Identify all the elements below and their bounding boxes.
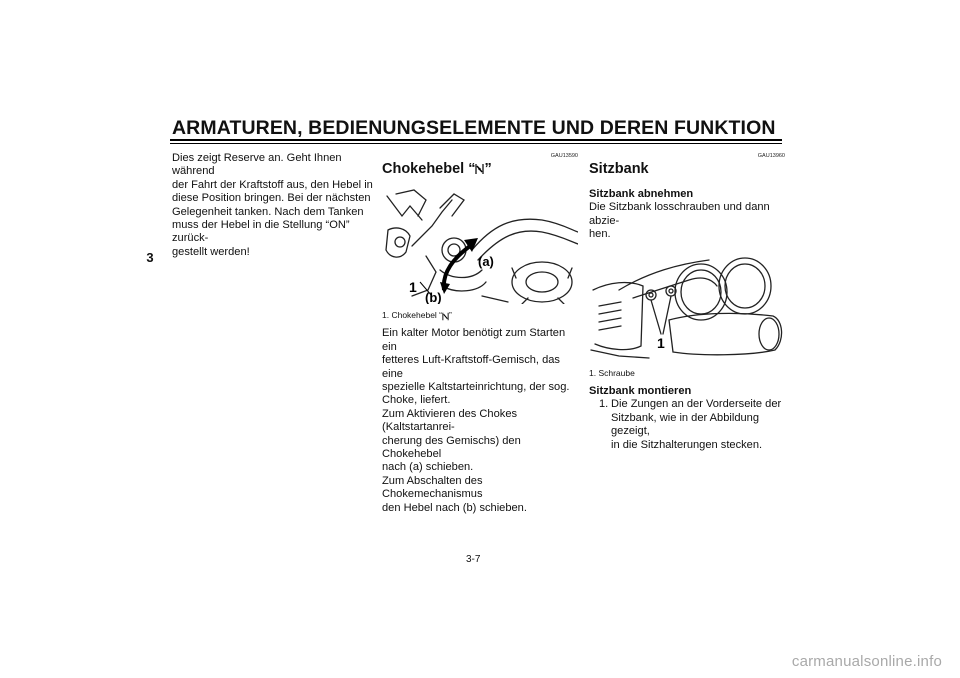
step-text: Die Zungen an der Vorderseite der Sitzbank, wie in der Abbildung gezeigt, in die Sitzhalterungen stecken. — [611, 398, 782, 451]
choke-caption-suffix: ” — [449, 310, 452, 321]
choke-section-code: GAU13590 — [550, 153, 578, 159]
reserve-paragraph: Dies zeigt Reserve an. Geht Ihnen während der Fahrt der Kraftstoff aus, den Hebel in diese Position bringen. Bei der nächsten Gelegenheit tanken. Nach dem Tanken muss der Hebel in die Stellung “ON” zurück- gestellt werden! — [172, 152, 373, 258]
choke-caption — [382, 310, 578, 321]
step-number: 1. — [599, 398, 609, 411]
choke-caption-prefix: 1. Chokehebel “ — [382, 310, 443, 321]
seat-section-code: GAU13960 — [757, 153, 785, 159]
page-title: ARMATUREN, BEDIENUNGSELEMENTE UND DEREN FUNKTION — [172, 117, 776, 139]
page-number: 3-7 — [466, 554, 481, 565]
watermark: carmanualsonline.info — [791, 653, 942, 670]
seat-remove-text: Die Sitzbank losschrauben und dann abzie- hen. — [589, 201, 770, 241]
choke-lever-illustration — [382, 186, 578, 304]
choke-heading — [382, 161, 578, 178]
choke-body-text: Ein kalter Motor benötigt zum Starten ein fetteres Luft-Kraftstoff-Gemisch, das eine spezielle Kaltstarteinrichtung, der sog. Choke, liefert. Zum Aktivieren des Chokes (Kaltstartanrei- cherung des Gemischs) den Chokehebel nach (a) schieben. Zum Abschalten des Chokemechanismus den Hebel nach (b) schieben. — [382, 327, 570, 514]
choke-symbol-small-icon — [442, 312, 449, 321]
seat-figure-label-1: 1 — [657, 334, 665, 351]
figure-label-b: (b) — [425, 290, 442, 304]
title-rule-thick — [170, 139, 782, 141]
seat-column — [589, 152, 785, 452]
seat-remove-heading: Sitzbank abnehmen — [589, 188, 694, 200]
chapter-tab: 3 — [146, 249, 154, 265]
figure-label-1: 1 — [409, 279, 417, 295]
choke-lever-figure — [382, 186, 578, 308]
seat-install-heading: Sitzbank montieren — [589, 385, 692, 398]
seat-install-step — [589, 398, 785, 452]
seat-heading: Sitzbank — [589, 161, 649, 177]
choke-heading-suffix: ” — [484, 161, 492, 177]
column-1 — [172, 152, 377, 259]
figure-label-a: (a) — [478, 254, 494, 269]
seat-caption: 1. Schraube — [589, 368, 635, 379]
choke-column — [382, 152, 578, 515]
seat-illustration — [589, 250, 785, 362]
choke-heading-prefix: Chokehebel “ — [382, 161, 476, 177]
title-rule-thin — [170, 143, 782, 144]
seat-figure — [589, 250, 785, 366]
